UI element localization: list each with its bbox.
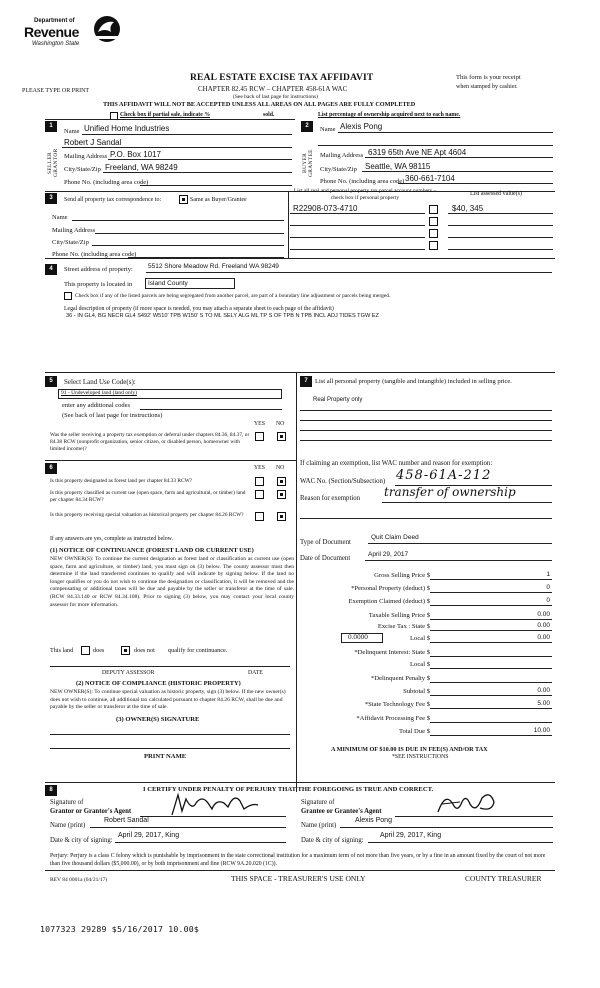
fee-row-label: Exemption Claimed (deduct) $ bbox=[348, 598, 430, 605]
buyer-name[interactable]: Alexis Pong bbox=[340, 122, 383, 131]
personal-property-value[interactable]: Real Property only bbox=[313, 397, 363, 403]
fee-row-value[interactable]: 0.00 bbox=[537, 687, 550, 694]
parcel-number[interactable]: R22908-073-4710 bbox=[293, 204, 358, 213]
seller-name-2[interactable]: Robert J Sandal bbox=[64, 138, 122, 147]
exemption-no-checkbox[interactable] bbox=[277, 432, 286, 441]
wac-number[interactable]: 458-61A-212 bbox=[396, 468, 492, 483]
located-in-label: This property is located in bbox=[64, 281, 133, 288]
current-use-question: Is this property classified as current use (open space, farm and agricultural, or timber) land per chapter 84.34 RCW? bbox=[50, 490, 246, 503]
personal-property-checkbox-3[interactable] bbox=[429, 229, 438, 238]
sec3-city-label: City/State/Zip bbox=[52, 239, 89, 246]
doc-type-label: Type of Document bbox=[300, 539, 351, 546]
qualify-label: qualify for continuance. bbox=[168, 647, 228, 654]
same-as-buyer-label: Same as Buyer/Grantee bbox=[190, 197, 247, 203]
please-type: PLEASE TYPE OR PRINT bbox=[22, 88, 90, 94]
fee-row-label: Gross Selling Price $ bbox=[374, 572, 430, 579]
buyer-mailing[interactable]: 6319 65th Ave NE Apt 4604 bbox=[368, 148, 467, 157]
same-as-buyer-checkbox[interactable] bbox=[179, 195, 188, 204]
wa-logo-icon bbox=[90, 14, 124, 44]
personal-property-checkbox-1[interactable] bbox=[429, 205, 438, 214]
fee-row-label: Excise Tax : State $ bbox=[377, 623, 430, 630]
notice1-title: (1) NOTICE OF CONTINUANCE (FOREST LAND OR CURRENT USE) bbox=[50, 547, 254, 554]
fee-row-label: *Affidavit Processing Fee $ bbox=[356, 715, 430, 722]
fee-row-label: Local $ bbox=[410, 661, 430, 668]
section-3-number: 3 bbox=[45, 193, 57, 204]
county-field[interactable] bbox=[145, 278, 235, 289]
forest-no-checkbox[interactable] bbox=[277, 477, 286, 486]
seller-phone-label: Phone No. (including area code) bbox=[64, 179, 149, 186]
additional-codes-label: enter any additional codes bbox=[62, 402, 131, 409]
sec6-yes: YES bbox=[254, 465, 265, 471]
section-6-border bbox=[45, 460, 296, 461]
this-land-label: This land bbox=[50, 647, 74, 654]
form-chapter: CHAPTER 82.45 RCW – CHAPTER 458-61A WAC bbox=[198, 85, 348, 93]
partial-sale-label: Check box if partial sale, indicate % bbox=[120, 112, 211, 118]
fee-row-label: Local $ bbox=[410, 635, 430, 642]
section-7-number: 7 bbox=[300, 376, 312, 387]
logo-dept-line1: Department of bbox=[34, 18, 75, 24]
segregated-label: Check box if any of the listed parcels are being segregated from another parcel, are part of a boundary line adjustment or parcels being merged. bbox=[75, 293, 391, 299]
fee-row-value[interactable]: 0.00 bbox=[537, 611, 550, 618]
rev-number: REV 84 0001a (04/21/17) bbox=[50, 877, 108, 883]
deputy-date-label: DATE bbox=[248, 670, 263, 676]
grantee-signature[interactable] bbox=[432, 788, 502, 816]
seller-name[interactable]: Unified Home Industries bbox=[84, 124, 170, 133]
fee-row-value[interactable]: 10.00 bbox=[533, 727, 550, 734]
local-rate-value: 0.0000 bbox=[348, 634, 368, 641]
personal-property-checkbox-4[interactable] bbox=[429, 241, 438, 250]
section-5-top-border bbox=[45, 372, 555, 373]
street-address[interactable]: 5512 Shore Meadow Rd. Freeland WA 98249 bbox=[148, 263, 279, 270]
fee-row-value[interactable]: 1 bbox=[546, 571, 550, 578]
fee-row-value[interactable]: 5.00 bbox=[537, 700, 550, 707]
grantee-name-label: Name (print) bbox=[301, 822, 337, 829]
seller-city[interactable]: Freeland, WA 98249 bbox=[105, 163, 178, 172]
exemption-claim-label: If claiming an exemption, list WAC number and reason for exemption: bbox=[300, 460, 493, 467]
form-see-back: (See back of last page for instructions) bbox=[233, 94, 318, 100]
section-8-top-border bbox=[45, 782, 555, 783]
county-treasurer-label: COUNTY TREASURER bbox=[465, 874, 542, 883]
seller-city-label: City/State/Zip bbox=[64, 166, 101, 173]
reason-label: Reason for exemption bbox=[300, 495, 361, 502]
fee-row-label: *State Technology Fee $ bbox=[364, 701, 430, 708]
section-1-number: 1 bbox=[45, 121, 57, 132]
form-title: REAL ESTATE EXCISE TAX AFFIDAVIT bbox=[190, 73, 374, 83]
send-correspondence-label: Send all property tax correspondence to: bbox=[64, 197, 162, 203]
grantor-name[interactable]: Robert Sandal bbox=[104, 817, 149, 824]
buyer-city[interactable]: Seattle, WA 98115 bbox=[365, 162, 431, 171]
not-accepted-notice: THIS AFFIDAVIT WILL NOT BE ACCEPTED UNLESS ALL AREAS ON ALL PAGES ARE FULLY COMPLETED bbox=[103, 101, 416, 108]
notice2-title: (2) NOTICE OF COMPLIANCE (HISTORIC PROPERTY) bbox=[76, 680, 241, 687]
forest-yes-checkbox[interactable] bbox=[255, 477, 264, 486]
buyer-mailing-label: Mailing Address bbox=[320, 152, 364, 159]
logo-dept-line2: Revenue bbox=[24, 24, 79, 40]
perjury-statement: Perjury: Perjury is a class C felony which is punishable by imprisonment in the state correctional institution for a maximum term of not more than five years, or by a fine in an amount fixed by the court of not more than five thousand dollars ($5,000.00), or by both imprisonment and fine (RCW 9A.20.020 (1C)). bbox=[50, 853, 546, 867]
exemption-reason[interactable]: transfer of ownership bbox=[384, 485, 516, 499]
grantee-sig-label-1: Signature of bbox=[301, 799, 335, 806]
buyer-phone-label: Phone No. (including area code) bbox=[320, 178, 405, 185]
seller-mailing-label: Mailing Address bbox=[64, 153, 108, 160]
seller-mailing[interactable]: P.O. Box 1017 bbox=[110, 150, 161, 159]
treasurer-use-only: THIS SPACE - TREASURER'S USE ONLY bbox=[231, 874, 366, 883]
fee-row-value[interactable]: 0 bbox=[546, 597, 550, 604]
fee-row-label: *Delinquent Penalty $ bbox=[371, 675, 430, 682]
notice1-body: NEW OWNER(S): To continue the current designation as forest land or classification as current use (open space, farm and agriculture, or timber) land, you must sign on (3) below. The county assessor must then determine if the land transferred continues to qualify and will indicate by signing below. If the land no longer qualifies or you do not wish to continue the designation or classification, it will be removed and the compensating or additional taxes will be due and payable by the seller or transferor at the time of sale. (RCW 84.33.140 or RCW 84.34.108). Prior to signing (3) below, you may contact your local county assessor for more information. bbox=[50, 556, 294, 608]
sec3-name-label: Name bbox=[52, 214, 68, 221]
local-rate-box[interactable] bbox=[341, 633, 383, 643]
print-name-label: PRINT NAME bbox=[144, 753, 187, 760]
section-6-number: 6 bbox=[45, 463, 57, 474]
receipt-line2: when stamped by cashier. bbox=[456, 84, 518, 90]
land-use-code-select[interactable] bbox=[58, 389, 282, 399]
if-yes-instructions: If any answers are yes, complete as instructed below. bbox=[50, 536, 173, 542]
fee-row-label: Total Due $ bbox=[398, 728, 430, 735]
grantee-name[interactable]: Alexis Pong bbox=[355, 817, 392, 824]
certify-statement: I CERTIFY UNDER PENALTY OF PERJURY THAT THE FOREGOING IS TRUE AND CORRECT. bbox=[143, 786, 434, 793]
exemption-yes-checkbox[interactable] bbox=[255, 432, 264, 441]
doc-date-value[interactable]: April 29, 2017 bbox=[368, 551, 409, 558]
historic-no-checkbox[interactable] bbox=[277, 512, 286, 521]
fee-row-value[interactable]: 0.00 bbox=[537, 622, 550, 629]
grantor-sig-label-1: Signature of bbox=[50, 799, 84, 806]
buyer-city-label: City/State/Zip bbox=[320, 166, 357, 173]
grantee-date-label: Date & city of signing: bbox=[301, 837, 364, 844]
see-instructions-label: *SEE INSTRUCTIONS bbox=[392, 754, 449, 760]
footer-border bbox=[45, 870, 555, 871]
buyer-phone[interactable]: 360-661-7104 bbox=[405, 174, 455, 183]
owner-signature-label: (3) OWNER(S) SIGNATURE bbox=[116, 716, 200, 723]
grantor-date[interactable]: April 29, 2017, King bbox=[118, 832, 180, 839]
parcel-header: List all real and personal property tax parcel account numbers – check box if personal property bbox=[293, 188, 437, 201]
land-does-label: does bbox=[93, 647, 105, 654]
assessed-header: List assessed value(s) bbox=[470, 191, 522, 197]
legal-description-label: Legal description of property (if more space is needed, you may attach a separate sheet to each page of the affidavit) bbox=[64, 306, 334, 312]
exemption-question: Was the seller receiving a property tax exemption or deferral under chapters 84.36, 84.37, or 84.38 RCW (nonprofit organization, senior citizen, or disabled person, homeowner with limited income)? bbox=[50, 432, 250, 452]
sec5-yes: YES bbox=[254, 421, 265, 427]
legal-description[interactable]: 36 - IN GL4, BG NECR GL4 S492' W510' TPB W150' S TO ML SELY ALG ML TP S OF TPB N TPB INCL ADJ TIDES TGW EZ bbox=[66, 313, 379, 319]
doc-date-label: Date of Document bbox=[300, 555, 351, 562]
fee-row-label: *Delinquent Interest: State $ bbox=[354, 649, 430, 656]
land-does-checkbox[interactable] bbox=[81, 646, 90, 655]
grantor-date-label: Date & city of signing: bbox=[50, 837, 113, 844]
grantee-sig-label-2: Grantee or Grantee's Agent bbox=[301, 808, 382, 815]
partial-sale-sold: sold. bbox=[263, 112, 275, 118]
fee-row-label: *Personal Property (deduct) $ bbox=[351, 585, 430, 592]
grantee-date[interactable]: April 29, 2017, King bbox=[380, 832, 442, 839]
section-8-number: 8 bbox=[45, 785, 57, 796]
minimum-due-label: A MINIMUM OF $10.00 IS DUE IN FEE(S) AND/OR TAX bbox=[331, 746, 488, 753]
receipt-line1: This form is your receipt bbox=[456, 74, 521, 81]
sec3-mailing-label: Mailing Address bbox=[52, 227, 96, 234]
street-address-label: Street address of property: bbox=[64, 266, 133, 273]
sec5-no: NO bbox=[276, 421, 285, 427]
historic-yes-checkbox[interactable] bbox=[255, 512, 264, 521]
fee-row-label: Subtotal $ bbox=[403, 688, 430, 695]
seller-side-label: SELLER GRANTOR bbox=[47, 148, 59, 178]
list-percentage-label: List percentage of ownership acquired next to each name. bbox=[318, 112, 461, 118]
notice2-body: NEW OWNER(S): To continue special valuation as historic property, sign (3) below. If the new owner(s) does not wish to continue, all additional tax calculated pursuant to chapter 84.26 RCW, shall be due and payable by the seller or transferor at the time of sale. bbox=[50, 689, 286, 711]
assessed-value[interactable]: $40, 345 bbox=[452, 204, 484, 213]
buyer-side-label: BUYER GRANTEE bbox=[302, 149, 314, 177]
sec3-phone-label: Phone No. (including area code) bbox=[52, 251, 137, 258]
land-does-not-label: does not bbox=[134, 647, 155, 654]
doc-type-value[interactable]: Quit Claim Deed bbox=[371, 534, 419, 541]
grantor-name-label: Name (print) bbox=[50, 822, 86, 829]
fee-row-value[interactable]: 0 bbox=[546, 584, 550, 591]
land-use-code-value: 91 - Undeveloped land (land only) bbox=[61, 390, 137, 396]
sec6-no: NO bbox=[276, 465, 285, 471]
logo-dept-line3: Washington State bbox=[32, 41, 80, 47]
deputy-assessor-label: DEPUTY ASSESSOR bbox=[102, 670, 155, 676]
forest-land-question: Is this property designated as forest land per chapter 84.33 RCW? bbox=[50, 478, 193, 484]
section-5-number: 5 bbox=[45, 376, 57, 387]
segregated-checkbox[interactable] bbox=[64, 292, 72, 300]
seller-name-label: Name bbox=[64, 128, 80, 135]
personal-property-label: List all personal property (tangible and intangible) included in selling price. bbox=[315, 378, 512, 385]
current-use-no-checkbox[interactable] bbox=[277, 490, 286, 499]
fee-row-label: Taxable Selling Price $ bbox=[368, 612, 430, 619]
grantor-signature[interactable] bbox=[168, 789, 268, 819]
cashier-stamp: 1077323 29289 $5/16/2017 10.00$ bbox=[40, 924, 200, 934]
buyer-name-label: Name bbox=[320, 126, 336, 133]
historic-question: Is this property receiving special valuation as historical property per chapter 84.26 RCW? bbox=[50, 512, 244, 518]
county-value: Island County bbox=[148, 280, 188, 287]
sec5-see-back: (See back of last page for instructions) bbox=[62, 412, 163, 419]
land-does-not-checkbox[interactable] bbox=[121, 646, 130, 655]
dor-logo bbox=[22, 14, 132, 64]
select-land-use-label: Select Land Use Code(s): bbox=[64, 378, 136, 386]
current-use-yes-checkbox[interactable] bbox=[255, 490, 264, 499]
wac-label: WAC No. (Section/Subsection) bbox=[300, 478, 386, 485]
section-2-number: 2 bbox=[301, 121, 313, 132]
grantor-sig-label-2: Grantor or Grantor's Agent bbox=[50, 808, 132, 815]
fee-row-value[interactable]: 0.00 bbox=[537, 634, 550, 641]
section-4-number: 4 bbox=[45, 264, 57, 275]
personal-property-checkbox-2[interactable] bbox=[429, 217, 438, 226]
